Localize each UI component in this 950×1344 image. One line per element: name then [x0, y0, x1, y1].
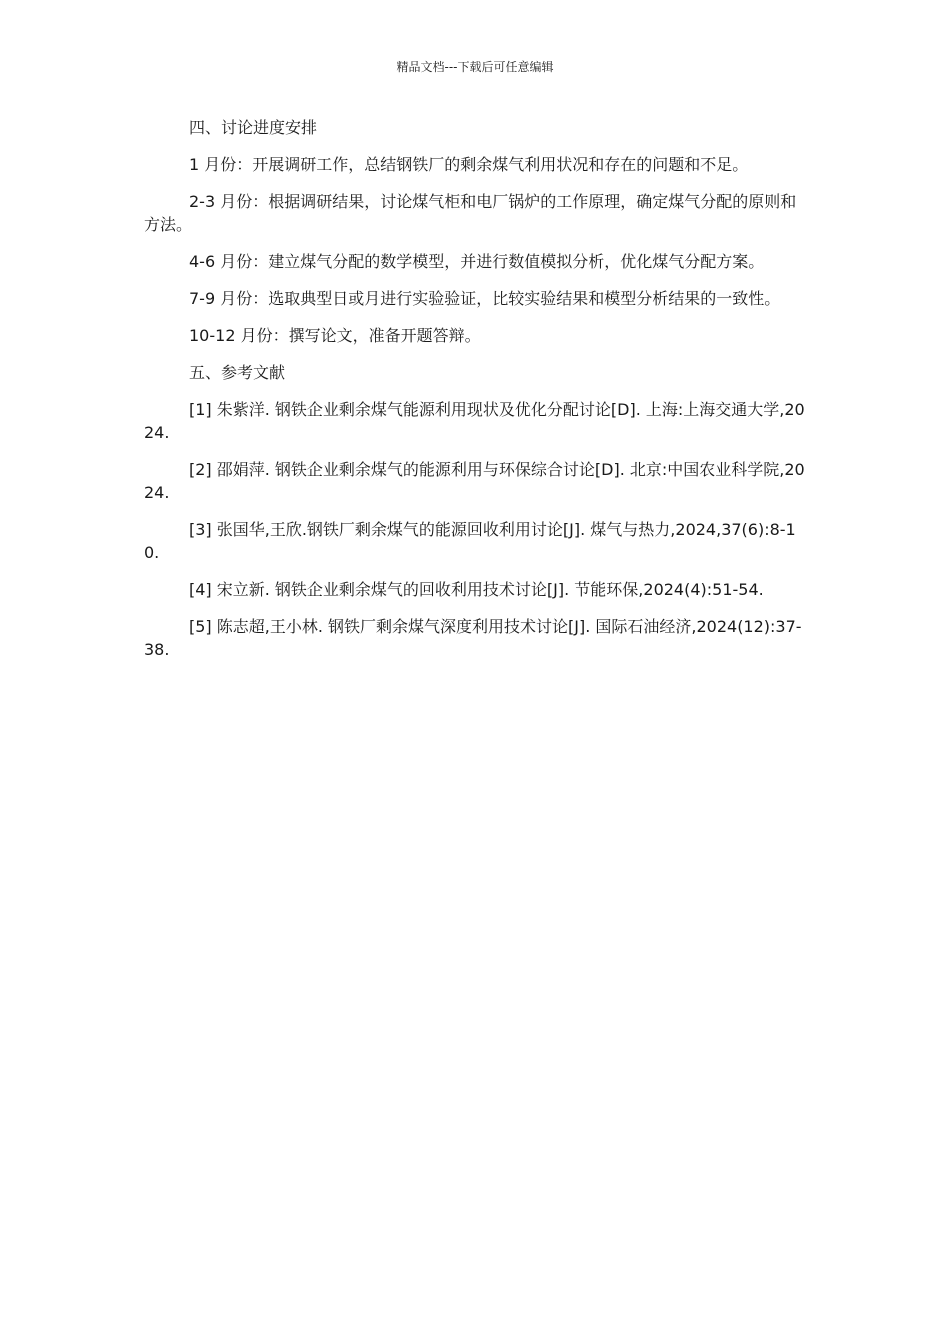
schedule-item-month-1: 1 月份：开展调研工作，总结钢铁厂的剩余煤气利用状况和存在的问题和不足。	[189, 155, 749, 174]
reference-item-4: [4] 宋立新. 钢铁企业剩余煤气的回收利用技术讨论[J]. 节能环保,2024(4):51-54.	[189, 580, 764, 599]
schedule-item-months-7-9: 7-9 月份：选取典型日或月进行实验验证，比较实验结果和模型分析结果的一致性。	[189, 289, 781, 308]
reference-item-5: [5] 陈志超,王小林. 钢铁厂剩余煤气深度利用技术讨论[J]. 国际石油经济,2024(12):37-38.	[144, 617, 802, 659]
reference-item-1: [1] 朱紫洋. 钢铁企业剩余煤气能源利用现状及优化分配讨论[D]. 上海:上海交通大学,2024.	[144, 400, 805, 442]
document-body	[144, 116, 808, 675]
page-header-watermark: 精品文档---下载后可任意编辑	[396, 60, 554, 74]
section-heading-schedule: 四、讨论进度安排	[189, 118, 318, 137]
reference-item-2: [2] 邵娟萍. 钢铁企业剩余煤气的能源利用与环保综合讨论[D]. 北京:中国农业科学院,2024.	[144, 460, 805, 502]
schedule-item-months-4-6: 4-6 月份：建立煤气分配的数学模型，并进行数值模拟分析，优化煤气分配方案。	[189, 252, 765, 271]
section-heading-references: 五、参考文献	[189, 363, 286, 382]
schedule-item-months-2-3: 2-3 月份：根据调研结果，讨论煤气柜和电厂锅炉的工作原理，确定煤气分配的原则和方法。	[144, 192, 797, 234]
schedule-item-months-10-12: 10-12 月份：撰写论文，准备开题答辩。	[189, 326, 481, 345]
reference-item-3: [3] 张国华,王欣.钢铁厂剩余煤气的能源回收利用讨论[J]. 煤气与热力,2024,37(6):8-10.	[144, 520, 796, 562]
